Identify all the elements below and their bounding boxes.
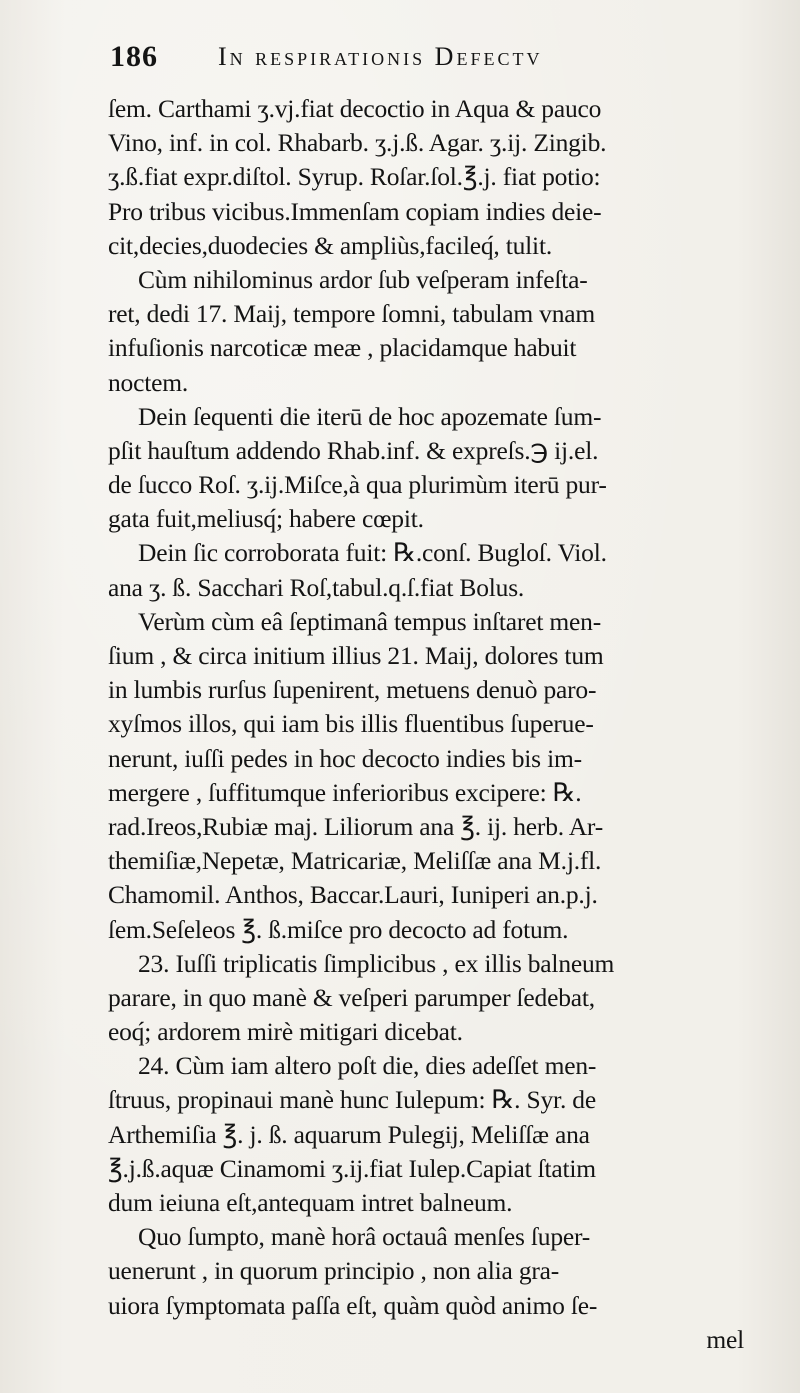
text-line: ℥.j.ß.aquæ Cinamomi ʒ.ij.fiat Iulep.Capiat ſtatim <box>108 1153 596 1183</box>
text-line: Dein ſic corroborata fuit: ℞.conſ. Bugloſ. Viol. <box>138 538 607 568</box>
text-line: Quo ſumpto, manè horâ octauâ menſes ſuper- <box>138 1222 591 1252</box>
text-line: uiora ſymptomata paſſa eſt, quàm quòd animo ſe- <box>108 1290 598 1320</box>
text-line: uenerunt , in quorum principio , non alia gra- <box>108 1256 560 1286</box>
text-line: 24. Cùm iam altero poſt die, dies adeſſet men- <box>138 1051 597 1081</box>
text-line: mergere , ſuffitumque inferioribus excipere: ℞. <box>108 777 582 807</box>
text-line: Pro tribus vicibus.Immenſam copiam indies deie- <box>108 196 602 226</box>
text-line: ana ʒ. ß. Sacchari Roſ,tabul.q.ſ.fiat Bolus. <box>108 572 525 602</box>
running-head: In respirationis Defectv <box>218 42 543 71</box>
text-line: ſem. Carthami ʒ.vj.fiat decoctio in Aqua & pauco <box>108 94 602 123</box>
text-line: de ſucco Roſ. ʒ.ij.Miſce,à qua plurimùm iterū pur- <box>108 470 607 500</box>
text-line: eoq́; ardorem mirè mitigari dicebat. <box>108 1017 463 1047</box>
text-line: Verùm cùm eâ ſeptimanâ tempus inſtaret men- <box>138 606 601 636</box>
text-line: ʒ.ß.fiat expr.diſtol. Syrup. Roſar.ſol.℥.j. fiat potio: <box>108 162 601 192</box>
text-line: dum ieiuna eſt,antequam intret balneum. <box>108 1188 513 1217</box>
page-number: 186 <box>110 40 158 73</box>
text-line: gata fuit,meliusq́; habere cœpit. <box>108 504 424 534</box>
text-line: Cùm nihilominus ardor ſub veſperam infeſta- <box>138 264 588 294</box>
text-line: themiſiæ,Nepetæ, Matricariæ, Meliſſæ ana M.j.fl. <box>108 846 602 876</box>
text-line: nerunt, iuſſi pedes in hoc decocto indies bis im- <box>108 743 582 773</box>
text-line: xyſmos illos, qui iam bis illis fluentibus ſuperue- <box>108 709 594 739</box>
text-line: Vino, inf. in col. Rhabarb. ʒ.j.ß. Agar. ʒ.ij. Zingib. <box>108 128 607 158</box>
text-line: Arthemiſia ℥. j. ß. aquarum Pulegij, Meliſſæ ana <box>108 1119 590 1149</box>
text-line: rad.Ireos,Rubiæ maj. Liliorum ana ℥. ij. herb. Ar- <box>108 811 603 841</box>
page-header <box>110 40 750 86</box>
text-line: ſium , & circa initium illius 21. Maij, dolores tum <box>108 641 604 670</box>
text-line: Dein ſequenti die iterū de hoc apozemate ſum- <box>138 401 602 431</box>
text-line: cit,decies,duodecies & ampliùs,facileq́, tulit. <box>108 230 552 260</box>
text-line: parare, in quo manè & veſperi parumper ſedebat, <box>108 982 595 1012</box>
catchword: mel <box>706 1324 744 1354</box>
text-line: ret, dedi 17. Maij, tempore ſomni, tabulam vnam <box>108 299 596 329</box>
text-line: ſem.Seſeleos ℥. ß.miſce pro decocto ad fotum. <box>108 914 569 944</box>
text-line: pſit hauſtum addendo Rhab.inf. & expreſs.℈ ij.el. <box>108 435 599 465</box>
text-line: ſtruus, propinaui manè hunc Iulepum: ℞. Syr. de <box>108 1085 596 1115</box>
text-line: in lumbis rurſus ſupenirent, metuens denuò paro- <box>108 675 597 705</box>
text-line: 23. Iuſſi triplicatis ſimplicibus , ex illis balneum <box>138 948 615 978</box>
body-text <box>108 92 784 1357</box>
text-line: Chamomil. Anthos, Baccar.Lauri, Iuniperi an.p.j. <box>108 880 598 910</box>
text-line: noctem. <box>108 367 189 397</box>
text-line: infuſionis narcoticæ meæ , placidamque habuit <box>108 333 577 363</box>
